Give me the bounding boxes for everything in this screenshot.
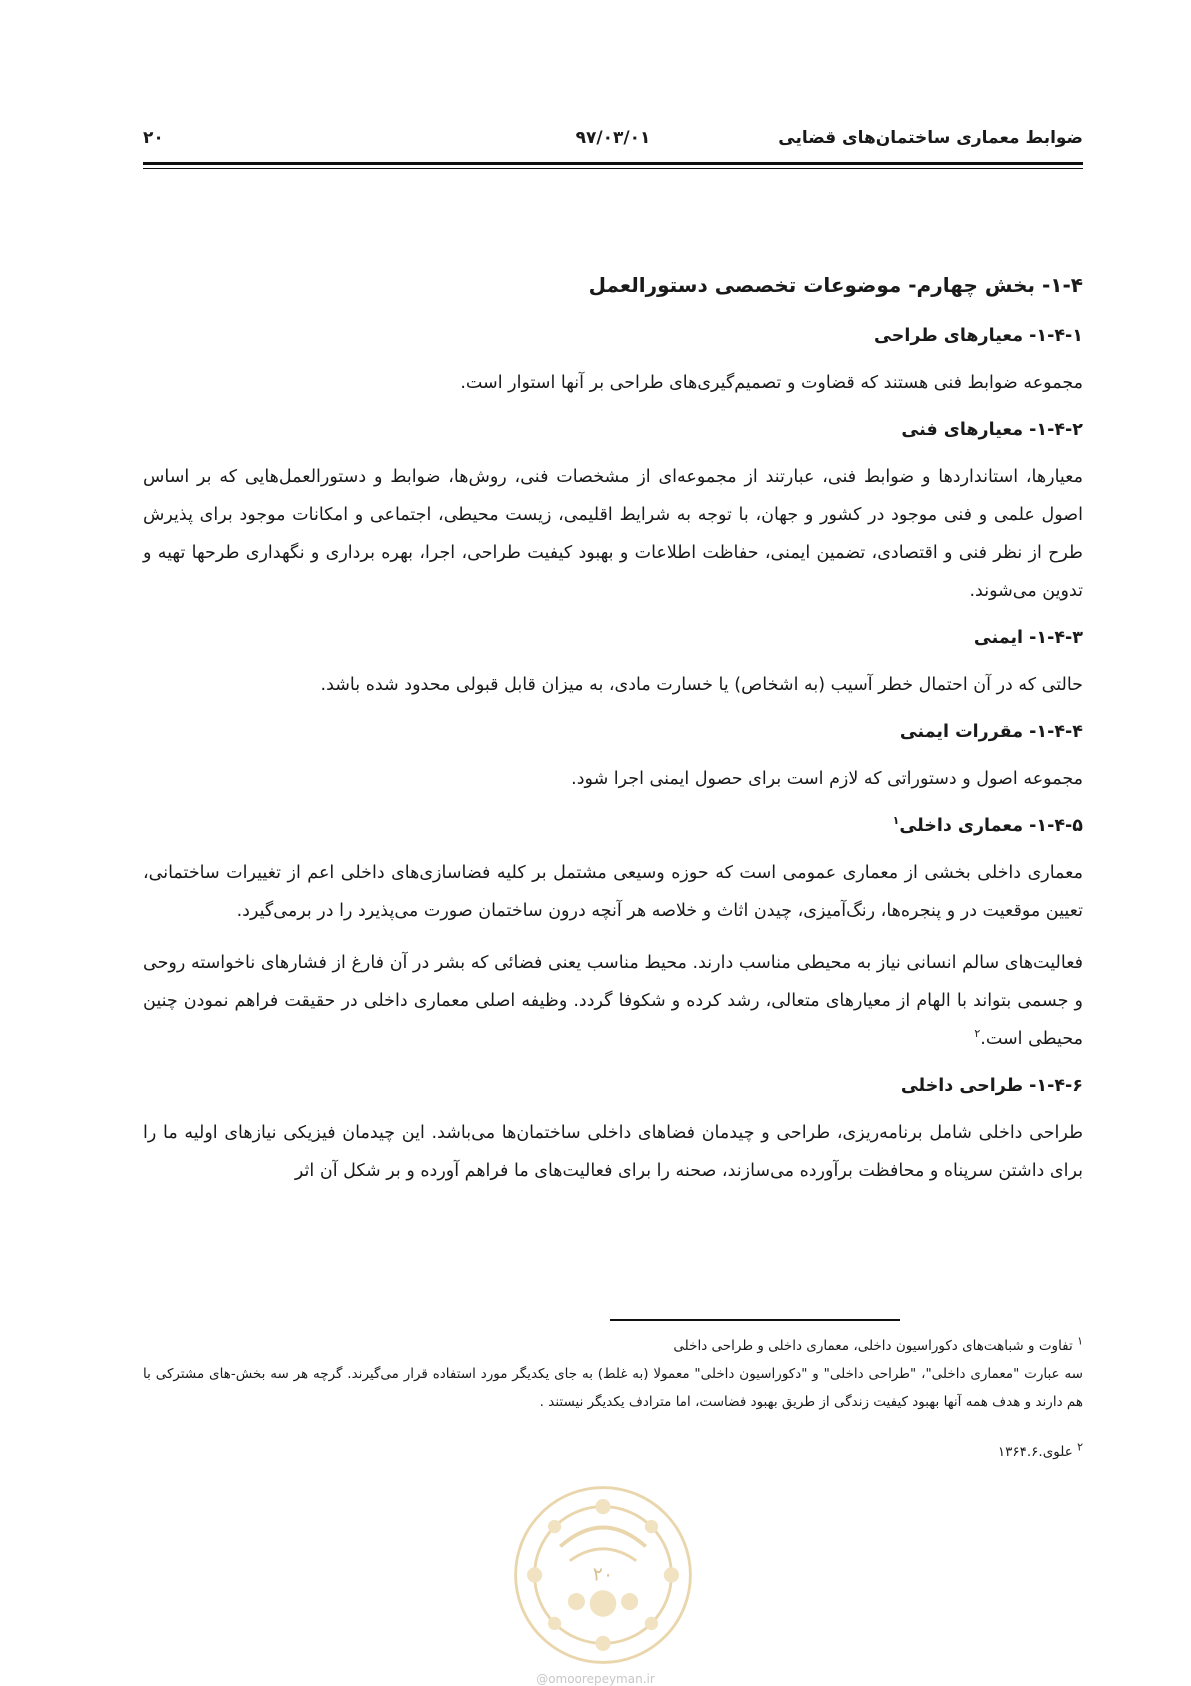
watermark-text: ۲۰ [592, 1563, 614, 1586]
footnotes [143, 1332, 1083, 1466]
subsection-title-5-text: ۱-۴-۵- معماری داخلی [899, 816, 1083, 836]
document-date: ۹۷/۰۳/۰۱ [575, 128, 651, 148]
section-title: ۱-۴- بخش چهارم- موضوعات تخصصی دستورالعمل [588, 273, 1083, 297]
subsection-title-5 [143, 812, 1083, 840]
header-rule-thin [143, 168, 1083, 169]
subsection-title-1: ۱-۴-۱- معیارهای طراحی [874, 326, 1083, 346]
footnote-1-title [143, 1332, 1083, 1360]
footnote-2-mark: ۲ [1077, 1440, 1083, 1454]
page-content [143, 270, 1083, 1204]
footnote-1-body: سه عبارت "معماری داخلی"، "طراحی داخلی" و "دکوراسیون داخلی" معمولا (به غلط) به جای یکدیگر مورد استفاده قرار می‌گیرند. گرچه هر سه بخش-های مشترکی با هم دارند و هدف همه آنها بهبود کیفیت زندگی از طریق بهبود فضاست، اما مترادف یکدیگر نیستند . [143, 1366, 1083, 1410]
subsection-title-2: ۱-۴-۲- معیارهای فنی [901, 420, 1083, 440]
footnote-1-mark: ۱ [1077, 1334, 1083, 1348]
footnote-ref-2[interactable]: ۲ [974, 1027, 981, 1041]
watermark-seal-icon [508, 1480, 698, 1670]
footnote-2 [143, 1438, 1083, 1466]
paragraph-5a: معماری داخلی بخشی از معماری عمومی است که حوزه وسیعی مشتمل بر کلیه فضاسازی‌های داخلی اعم از تغییرات ساختمانی، تعیین موقعیت در و پنجره‌ها، رنگ‌آمیزی، چیدن اثاث و خلاصه هر آنچه درون ساختمان صورت می‌پذیرد را در برمی‌گیرد. [143, 863, 1083, 921]
paragraph-4: مجموعه اصول و دستوراتی که لازم است برای حصول ایمنی اجرا شود. [571, 769, 1083, 789]
page-header [143, 128, 1083, 154]
subsection-title-4: ۱-۴-۴- مقررات ایمنی [899, 722, 1083, 742]
paragraph-6: طراحی داخلی شامل برنامه‌ریزی، طراحی و چیدمان فضاهای داخلی ساختمان‌ها می‌باشد. این چیدمان فیزیکی نیازهای اولیه ما را برای داشتن سرپناه و محافظت برآورده می‌سازند، صحنه را برای فعالیت‌های ما فراهم آورده و بر شکل آن اثر [143, 1123, 1083, 1181]
footnote-2-text: علوی.۱۳۶۴.۶ [997, 1444, 1073, 1460]
paragraph-3: حالتی که در آن احتمال خطر آسیب (به اشخاص) یا خسارت مادی، به میزان قابل قبولی محدود شده باشد. [320, 675, 1083, 695]
footnote-ref-1[interactable]: ۱ [892, 814, 900, 828]
paragraph-5b-text: فعالیت‌های سالم انسانی نیاز به محیطی مناسب دارند. محیط مناسب یعنی فضائی که بشر در آن فارغ از فشارهای ناخواسته روحی و جسمی بتواند با الهام از معیارهای متعالی، رشد کرده و شکوفا گردد. وظیفه اصلی معماری داخلی در حقیقت فراهم نمودن چنین محیطی است. [143, 953, 1083, 1049]
page-number: ۲۰ [143, 128, 164, 148]
header-rule-thick [143, 162, 1083, 165]
subsection-title-3: ۱-۴-۳- ایمنی [973, 628, 1083, 648]
watermark-url: @omoorepeyman.ir [536, 1672, 655, 1686]
paragraph-1: مجموعه ضوابط فنی هستند که قضاوت و تصمیم‌گیری‌های طراحی بر آنها استوار است. [460, 373, 1083, 393]
subsection-title-6: ۱-۴-۶- طراحی داخلی [900, 1076, 1083, 1096]
paragraph-5b [143, 944, 1083, 1058]
document-title: ضوابط معماری ساختمان‌های قضایی [778, 128, 1083, 148]
footnote-separator [610, 1319, 900, 1321]
paragraph-2: معیارها، استانداردها و ضوابط فنی، عبارتند از مجموعه‌ای از مشخصات فنی، روش‌ها، ضوابط و دستورالعمل‌هایی که بر اساس اصول علمی و فنی موجود در کشور و جهان، با توجه به شرایط اقلیمی، زیست محیطی، اجتماعی و امکانات موجود برای پذیرش طرح از نظر فنی و اقتصادی، تضمین ایمنی، حفاظت اطلاعات و بهبود کیفیت طراحی، اجرا، بهره برداری و نگهداری طرحها تهیه و تدوین می‌شوند. [143, 467, 1083, 601]
footnote-1-title-text: تفاوت و شباهت‌های دکوراسیون داخلی، معماری داخلی و طراحی داخلی [673, 1338, 1073, 1354]
